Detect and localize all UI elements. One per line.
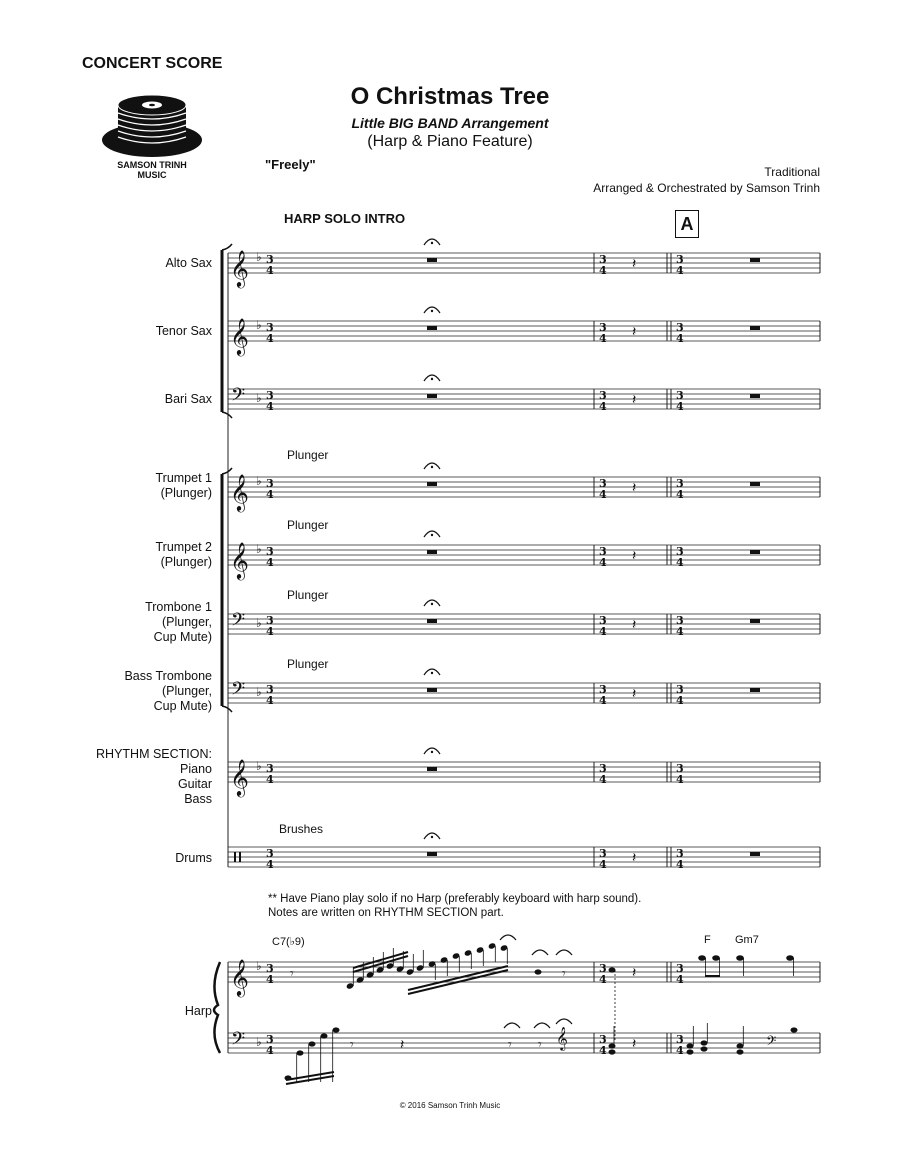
bass-clef-icon: 𝄢 <box>231 1029 246 1054</box>
time-signature-top: 3 <box>676 614 684 627</box>
staff-4 <box>228 545 820 565</box>
note-head <box>321 1033 328 1038</box>
time-signature-bottom: 4 <box>599 556 607 569</box>
time-signature-bottom: 4 <box>676 694 684 707</box>
time-signature-top: 3 <box>599 683 607 696</box>
key-signature-flat-icon: ♭ <box>256 759 262 773</box>
time-signature-top: 3 <box>599 762 607 775</box>
time-signature-bottom: 4 <box>676 264 684 277</box>
treble-clef-icon: 𝄞 <box>230 317 249 355</box>
sax-section-bracket-bottom <box>222 412 232 418</box>
time-signature-bottom: 4 <box>599 1044 607 1057</box>
time-signature-top: 3 <box>599 477 607 490</box>
eighth-rest-icon: 𝄾 <box>350 1037 354 1053</box>
time-signature-bottom: 4 <box>266 400 274 413</box>
fermata-dot <box>431 466 433 468</box>
fermata-dot <box>431 378 433 380</box>
brass-section-bracket-bottom <box>222 706 232 712</box>
score-title: O Christmas Tree <box>350 83 550 110</box>
clef-change-treble-icon: 𝄞 <box>556 1026 568 1050</box>
time-signature-top: 3 <box>676 389 684 402</box>
time-signature-bottom: 4 <box>266 556 274 569</box>
harp-solo-intro-marking: HARP SOLO INTRO <box>284 211 406 226</box>
quarter-rest-icon: 𝄽 <box>632 1036 637 1052</box>
fermata-icon <box>532 950 548 955</box>
note-head <box>736 955 744 961</box>
time-signature-top: 3 <box>266 1033 274 1046</box>
fermata-icon <box>556 1019 572 1024</box>
fermata-dot <box>431 603 433 605</box>
time-signature-top: 3 <box>599 614 607 627</box>
staff-label-bari-sax: Bari Sax <box>164 392 212 406</box>
copyright-notice: © 2016 Samson Trinh Music <box>399 1101 501 1110</box>
whole-rest-icon <box>427 550 437 554</box>
staff-0 <box>228 253 820 273</box>
whole-rest-icon <box>750 326 760 330</box>
quarter-rest-icon: 𝄽 <box>632 686 637 702</box>
note-head <box>687 1043 694 1048</box>
fermata-icon <box>504 1023 520 1028</box>
quarter-rest-icon: 𝄽 <box>632 548 637 564</box>
time-signature-bottom: 4 <box>676 488 684 501</box>
time-signature-top: 3 <box>676 847 684 860</box>
staff-label-trumpet-2: Trumpet 2 (Plunger) <box>155 540 212 569</box>
time-signature-top: 3 <box>266 477 274 490</box>
whole-rest-icon <box>427 852 437 856</box>
time-signature-bottom: 4 <box>676 773 684 786</box>
beam <box>286 1076 334 1084</box>
time-signature-top: 3 <box>676 253 684 266</box>
staff-10 <box>228 1033 820 1053</box>
note-head <box>701 1046 708 1051</box>
eighth-rest-icon: 𝄾 <box>562 966 566 982</box>
treble-clef-icon: 𝄞 <box>230 541 249 579</box>
composer-credit: Traditional <box>764 165 820 179</box>
time-signature-bottom: 4 <box>266 1044 274 1057</box>
time-signature-top: 3 <box>599 321 607 334</box>
whole-rest-icon <box>750 852 760 856</box>
time-signature-bottom: 4 <box>599 332 607 345</box>
time-signature-bottom: 4 <box>676 556 684 569</box>
whole-rest-icon <box>427 326 437 330</box>
staff-3 <box>228 477 820 497</box>
note-head <box>791 1027 798 1032</box>
staff-label-rhythm-section: RHYTHM SECTION: Piano Guitar Bass <box>96 747 212 806</box>
time-signature-bottom: 4 <box>599 264 607 277</box>
staff-label-trombone-1: Trombone 1 (Plunger, Cup Mute) <box>145 600 212 644</box>
time-signature-top: 3 <box>266 545 274 558</box>
time-signature-bottom: 4 <box>599 773 607 786</box>
staff-7 <box>228 762 820 782</box>
quarter-rest-icon: 𝄽 <box>400 1037 405 1053</box>
staff-label-alto-sax: Alto Sax <box>165 256 212 270</box>
note-head <box>297 1050 304 1055</box>
staff-9 <box>228 962 820 982</box>
staff-label-harp: Harp <box>184 1004 212 1018</box>
bass-clef-icon: 𝄢 <box>231 610 246 635</box>
fermata-icon <box>556 950 572 955</box>
time-signature-top: 3 <box>266 962 274 975</box>
quarter-rest-icon: 𝄽 <box>632 324 637 340</box>
percussion-clef-icon <box>234 852 236 862</box>
key-signature-flat-icon: ♭ <box>256 391 262 405</box>
time-signature-bottom: 4 <box>676 973 684 986</box>
time-signature-top: 3 <box>676 762 684 775</box>
note-head <box>535 969 542 974</box>
whole-rest-icon <box>750 394 760 398</box>
eighth-rest-icon: 𝄾 <box>508 1037 512 1053</box>
time-signature-bottom: 4 <box>599 400 607 413</box>
fermata-dot <box>431 310 433 312</box>
time-signature-top: 3 <box>266 683 274 696</box>
key-signature-flat-icon: ♭ <box>256 1035 262 1049</box>
note-head <box>701 1040 708 1045</box>
chord-symbol-gm7: Gm7 <box>735 934 759 946</box>
quarter-rest-icon: 𝄽 <box>632 617 637 633</box>
bass-clef-icon: 𝄢 <box>231 679 246 704</box>
time-signature-bottom: 4 <box>676 858 684 871</box>
time-signature-top: 3 <box>266 614 274 627</box>
time-signature-bottom: 4 <box>676 332 684 345</box>
staff-label-drums: Drums <box>175 851 212 865</box>
eighth-rest-icon: 𝄾 <box>538 1037 542 1053</box>
note-head <box>698 955 706 961</box>
time-signature-bottom: 4 <box>676 1044 684 1057</box>
plunger-marking-trumpet-2: Plunger <box>287 518 329 532</box>
time-signature-top: 3 <box>676 477 684 490</box>
whole-rest-icon <box>427 619 437 623</box>
whole-rest-icon <box>427 767 437 771</box>
clef-change-bass-icon: 𝄢 <box>766 1033 777 1052</box>
time-signature-bottom: 4 <box>266 694 274 707</box>
time-signature-top: 3 <box>676 321 684 334</box>
chord-symbol-c7b9: C7(♭9) <box>272 936 305 948</box>
key-signature-flat-icon: ♭ <box>256 616 262 630</box>
fermata-dot <box>431 534 433 536</box>
staff-label-trumpet-1: Trumpet 1 (Plunger) <box>155 471 212 500</box>
time-signature-bottom: 4 <box>266 773 274 786</box>
time-signature-bottom: 4 <box>266 488 274 501</box>
note-head <box>737 1049 744 1054</box>
note-head <box>285 1075 292 1080</box>
time-signature-bottom: 4 <box>266 264 274 277</box>
harp-performance-note-line2: Notes are written on RHYTHM SECTION part. <box>268 907 504 919</box>
fermata-dot <box>431 242 433 244</box>
quarter-rest-icon: 𝄽 <box>632 965 637 981</box>
treble-clef-icon: 𝄞 <box>230 249 249 287</box>
beam <box>408 966 508 990</box>
time-signature-bottom: 4 <box>599 973 607 986</box>
staff-1 <box>228 321 820 341</box>
time-signature-bottom: 4 <box>676 625 684 638</box>
time-signature-top: 3 <box>266 253 274 266</box>
harp-brace-icon <box>214 962 220 1053</box>
whole-rest-icon <box>750 688 760 692</box>
note-head <box>309 1041 316 1046</box>
note-head <box>609 1043 616 1048</box>
time-signature-top: 3 <box>599 962 607 975</box>
time-signature-bottom: 4 <box>266 332 274 345</box>
whole-rest-icon <box>427 482 437 486</box>
quarter-rest-icon: 𝄽 <box>632 392 637 408</box>
fermata-icon <box>500 935 516 940</box>
note-head <box>687 1049 694 1054</box>
note-head <box>333 1027 340 1032</box>
key-signature-flat-icon: ♭ <box>256 318 262 332</box>
percussion-clef-icon <box>239 852 241 862</box>
quarter-rest-icon: 𝄽 <box>632 850 637 866</box>
note-head <box>609 967 616 972</box>
plunger-marking-bass-trombone: Plunger <box>287 657 329 671</box>
quarter-rest-icon: 𝄽 <box>632 480 637 496</box>
concert-score-label: CONCERT SCORE <box>82 55 223 72</box>
time-signature-top: 3 <box>676 683 684 696</box>
fermata-dot <box>431 672 433 674</box>
whole-rest-icon <box>750 258 760 262</box>
key-signature-flat-icon: ♭ <box>256 959 262 973</box>
time-signature-top: 3 <box>599 253 607 266</box>
time-signature-top: 3 <box>599 545 607 558</box>
staff-6 <box>228 683 820 703</box>
time-signature-top: 3 <box>266 762 274 775</box>
fermata-dot <box>431 836 433 838</box>
note-head <box>737 1043 744 1048</box>
key-signature-flat-icon: ♭ <box>256 542 262 556</box>
time-signature-bottom: 4 <box>599 625 607 638</box>
eighth-rest-icon: 𝄾 <box>290 966 294 982</box>
time-signature-bottom: 4 <box>599 694 607 707</box>
score-subtitle: Little BIG BAND Arrangement <box>351 115 549 131</box>
key-signature-flat-icon: ♭ <box>256 474 262 488</box>
arranger-credit: Arranged & Orchestrated by Samson Trinh <box>593 181 820 195</box>
staff-2 <box>228 389 820 409</box>
treble-clef-icon: 𝄞 <box>230 758 249 796</box>
staff-label-bass-trombone: Bass Trombone (Plunger, Cup Mute) <box>124 669 212 713</box>
key-signature-flat-icon: ♭ <box>256 685 262 699</box>
quarter-rest-icon: 𝄽 <box>632 256 637 272</box>
logo-text-line1: SAMSON TRINH <box>117 160 187 170</box>
chord-symbol-f: F <box>704 934 711 946</box>
note-head <box>609 1049 616 1054</box>
staff-8 <box>228 847 820 867</box>
time-signature-top: 3 <box>599 389 607 402</box>
time-signature-top: 3 <box>266 847 274 860</box>
time-signature-bottom: 4 <box>599 488 607 501</box>
staff-5 <box>228 614 820 634</box>
whole-rest-icon <box>750 619 760 623</box>
staff-label-tenor-sax: Tenor Sax <box>155 324 212 338</box>
brushes-marking: Brushes <box>279 822 324 836</box>
whole-rest-icon <box>427 258 437 262</box>
beam <box>353 952 408 968</box>
harp-performance-note-line1: ** Have Piano play solo if no Harp (preferably keyboard with harp sound). <box>268 893 642 905</box>
time-signature-top: 3 <box>599 1033 607 1046</box>
whole-rest-icon <box>750 482 760 486</box>
plunger-marking-trumpet-1: Plunger <box>287 448 329 462</box>
whole-rest-icon <box>427 688 437 692</box>
time-signature-bottom: 4 <box>266 858 274 871</box>
time-signature-top: 3 <box>599 847 607 860</box>
fermata-dot <box>431 751 433 753</box>
logo-text-line2: MUSIC <box>137 170 167 180</box>
fermata-icon <box>534 1023 550 1028</box>
time-signature-bottom: 4 <box>266 973 274 986</box>
time-signature-bottom: 4 <box>599 858 607 871</box>
treble-clef-icon: 𝄞 <box>230 958 249 996</box>
whole-rest-icon <box>427 394 437 398</box>
rehearsal-mark-a: A <box>675 210 699 238</box>
time-signature-bottom: 4 <box>266 625 274 638</box>
time-signature-top: 3 <box>266 389 274 402</box>
plunger-marking-trombone-1: Plunger <box>287 588 329 602</box>
time-signature-top: 3 <box>266 321 274 334</box>
time-signature-bottom: 4 <box>676 400 684 413</box>
key-signature-flat-icon: ♭ <box>256 250 262 264</box>
time-signature-top: 3 <box>676 545 684 558</box>
note-head <box>786 955 794 961</box>
bass-clef-icon: 𝄢 <box>231 385 246 410</box>
score-feature-subtitle: (Harp & Piano Feature) <box>367 133 533 150</box>
beam <box>286 1072 334 1080</box>
note-head <box>712 955 720 961</box>
time-signature-top: 3 <box>676 1033 684 1046</box>
treble-clef-icon: 𝄞 <box>230 473 249 511</box>
time-signature-top: 3 <box>676 962 684 975</box>
whole-rest-icon <box>750 550 760 554</box>
tempo-marking: "Freely" <box>265 157 316 172</box>
